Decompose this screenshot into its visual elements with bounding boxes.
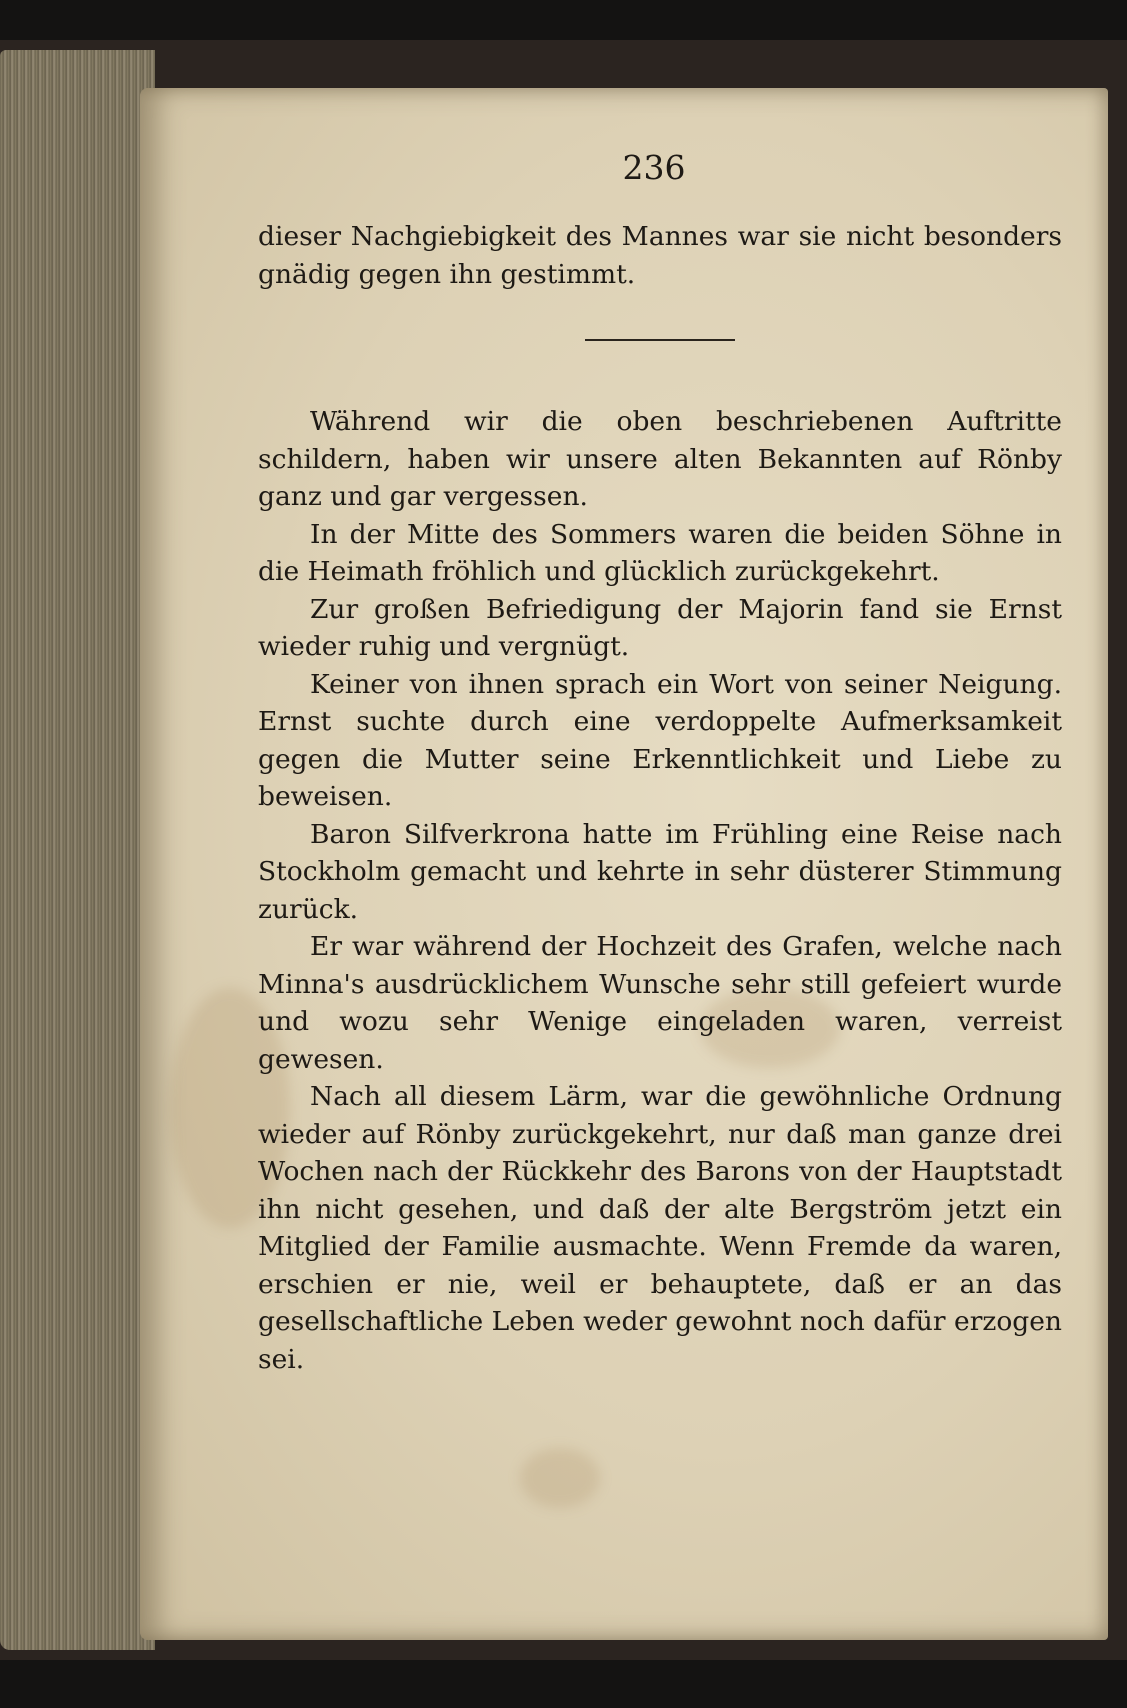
paragraph: In der Mitte des Sommers waren die beiden Söhne in die Heimath fröhlich und glücklich zurückgekehrt. (258, 518, 1062, 587)
paragraph: Keiner von ihnen sprach ein Wort von seiner Neigung. Ernst suchte durch eine verdoppelte Aufmerksamkeit gegen die Mutter seine Erkenntlichkeit und Liebe zu beweisen. (258, 668, 1062, 812)
paragraph: Während wir die oben beschriebenen Auftritte schildern, haben wir unsere alten Bekannten auf Rönby ganz und gar vergessen. (258, 406, 1062, 512)
paper-stain (520, 1448, 600, 1508)
paragraph: Nach all diesem Lärm, war die gewöhnliche Ordnung wieder auf Rönby zurückgekehrt, nur daß man ganze drei Wochen nach der Rückkehr des Barons von der Hauptstadt ihn nicht gesehen, und daß der alte Bergström jetzt ein Mitglied der Familie ausmachte. Wenn Fremde da waren, erschien er nie, weil er behauptete, daß er an das gesellschaftliche Leben weder gewohnt noch dafür erzogen sei. (258, 1081, 1062, 1375)
paragraph: dieser Nachgiebigkeit des Mannes war sie nicht besonders gnädig gegen ihn gestimmt. (258, 221, 1062, 290)
page-text (258, 218, 1062, 1378)
page-edges (0, 50, 155, 1650)
section-divider (585, 339, 735, 341)
paragraph: Zur großen Befriedigung der Majorin fand sie Ernst wieder ruhig und vergnügt. (258, 593, 1062, 662)
book-page (140, 88, 1108, 1640)
paragraph: Er war während der Hochzeit des Grafen, welche nach Minna's ausdrücklichem Wunsche sehr still gefeiert wurde und wozu sehr Wenige eingeladen waren, verreist gewesen. (258, 931, 1062, 1075)
paragraph: Baron Silfverkrona hatte im Frühling eine Reise nach Stockholm gemacht und kehrte in sehr düsterer Stimmung zurück. (258, 818, 1062, 925)
page-number: 236 (622, 148, 686, 187)
